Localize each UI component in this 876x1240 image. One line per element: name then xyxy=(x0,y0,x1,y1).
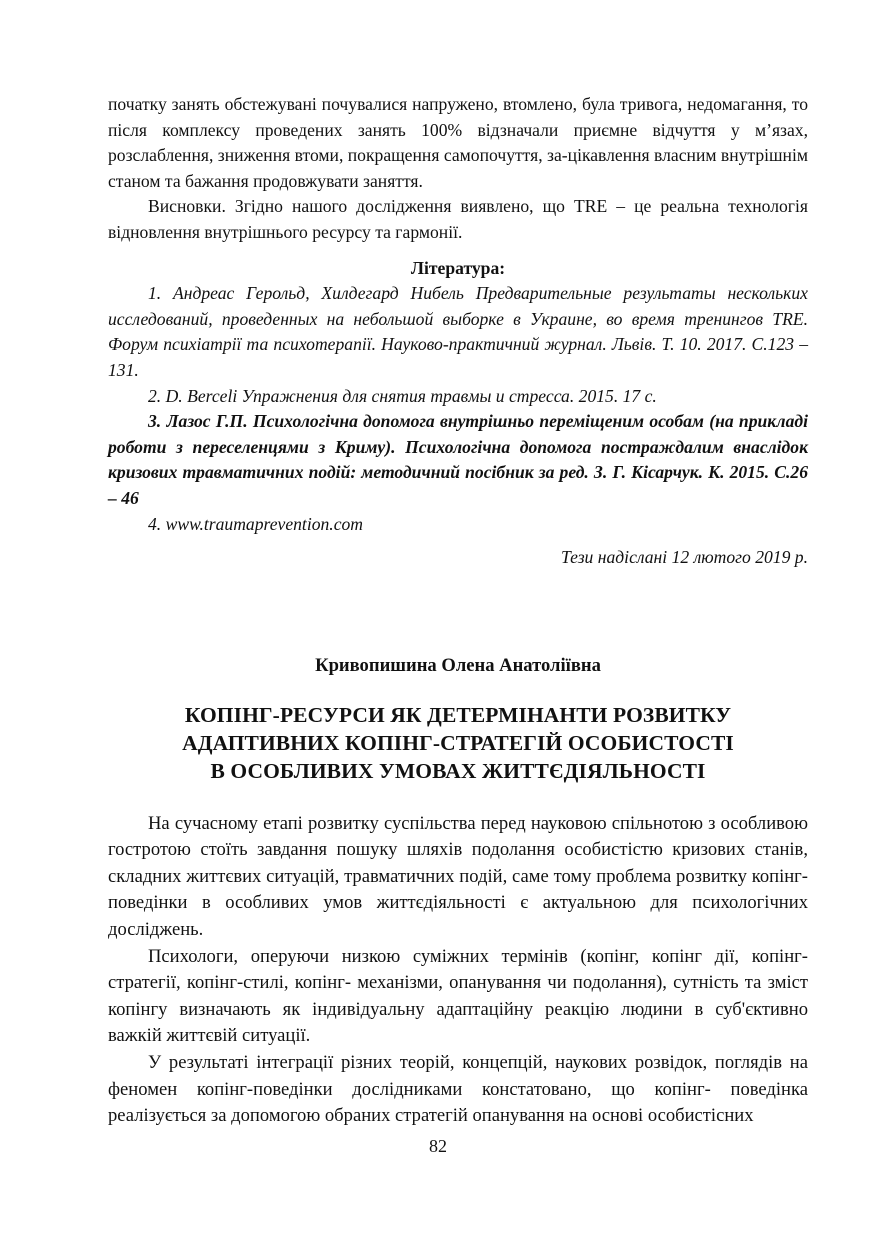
literature-heading: Література: xyxy=(410,257,506,278)
article-title-line: В ОСОБЛИВИХ УМОВАХ ЖИТТЄДІЯЛЬНОСТІ xyxy=(210,758,706,783)
submission-date: Тези надіслані 12 лютого 2019 р. xyxy=(560,547,808,568)
article-title xyxy=(108,701,808,785)
article-title-line: КОПІНГ-РЕСУРСИ ЯК ДЕТЕРМІНАНТИ РОЗВИТКУ xyxy=(184,702,732,727)
article-body xyxy=(108,811,808,1130)
literature-list xyxy=(108,281,808,537)
literature-item: 2. D. Berceli Упражнения для снятия травмы и стресса. 2015. 17 с. xyxy=(148,385,657,406)
literature-item: 3. Лазос Г.П. Психологічна допомога внутрішньо переміщеним особам (на прикладі роботи з переселенцями з Криму). Психологічна допомога постраждалим внаслідок кризових травматичних подій: методичний посібник за ред. З. Г. Кісарчук. К. 2015. С.26 – 46 xyxy=(108,411,808,508)
page-number: 82 xyxy=(429,1136,447,1156)
document-page xyxy=(108,92,808,1130)
conclusions-paragraph: Висновки. Згідно нашого дослідження виявлено, що TRE – це реальна технологія відновлення внутрішнього ресурсу та гармонії. xyxy=(108,196,808,242)
article-author: Кривопишина Олена Анатоліївна xyxy=(315,654,601,676)
intro-paragraph: початку занять обстежувані почувалися напружено, втомлено, була тривога, недомагання, то після комплексу проведених занять 100% відзначали приємне відчуття у м’язах, розслаблення, зниження втоми, покращення самопочуття, за-цікавлення власним внутрішнім станом та бажання продовжувати заняття. xyxy=(108,94,808,191)
literature-item-link: 4. www.traumaprevention.com xyxy=(148,513,364,534)
body-paragraph: Психологи, оперуючи низкою суміжних термінів (копінг, копінг дії, копінг-стратегії, копінг-стилі, копінг- механізми, опанування чи подолання), сутність та зміст копінгу визначають як індивідуальну адаптаційну реакцію людини в суб'єктивно важкій життєвій ситуації. xyxy=(108,945,808,1047)
body-paragraph: У результаті інтеграції різних теорій, концепцій, наукових розвідок, поглядів на феномен копінг-поведінки дослідниками констатовано, що копінг- поведінка реалізується за допомогою обраних стратегій опанування на основі особистісних xyxy=(108,1052,808,1127)
literature-item: 1. Андреас Герольд, Хилдегард Нибель Предварительные результаты нескольких исследований, проведенных на небольшой выборке в Украине, во время тренингов TRE. Форум психіатрії та психотерапії. Науково-практичний журнал. Львів. Т. 10. 2017. С.123 – 131. xyxy=(108,283,808,380)
body-paragraph: На сучасному етапі розвитку суспільства перед науковою спільнотою з особливою гостротою стоїть завдання пошуку шляхів подолання особистістю кризових станів, складних життєвих ситуацій, травматичних подій, саме тому проблема розвитку копінг-поведінки в особливих умов життєдіяльності є актуальною для психологічних досліджень. xyxy=(108,812,808,941)
article-title-line: АДАПТИВНИХ КОПІНГ-СТРАТЕГІЙ ОСОБИСТОСТІ xyxy=(182,730,734,755)
